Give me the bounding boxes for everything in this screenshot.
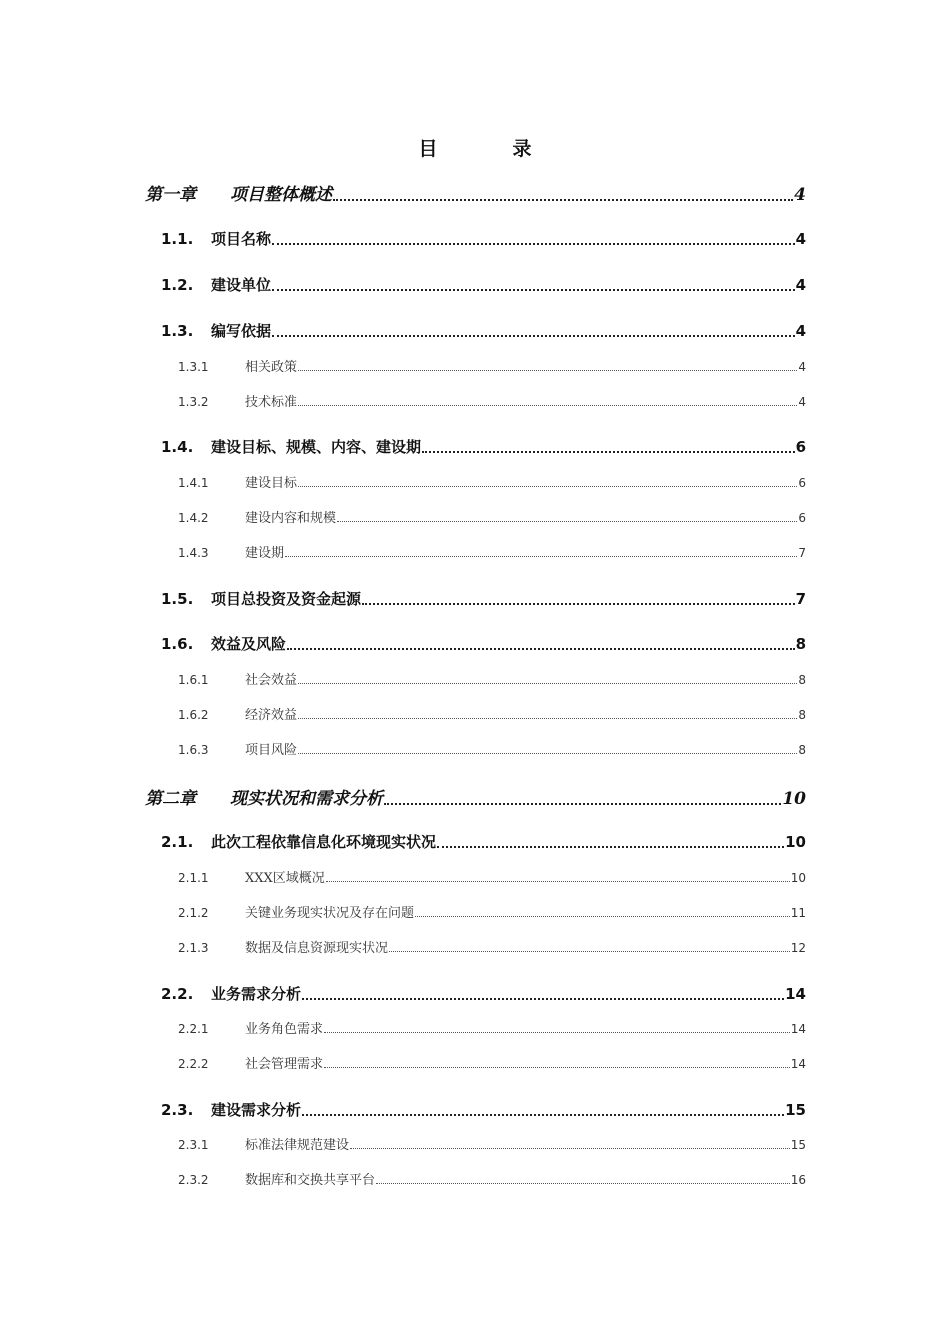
- toc-entry-number: 1.6.2: [178, 708, 209, 722]
- toc-entry[interactable]: [178, 391, 806, 410]
- toc-entry[interactable]: [161, 436, 806, 457]
- toc-entry-text: 业务角色需求: [245, 1022, 324, 1037]
- toc-dot-leader: [298, 718, 797, 719]
- toc-dot-leader: [302, 1114, 784, 1116]
- toc-dot-leader: [384, 803, 781, 805]
- toc-entry-number: 2.3.2: [178, 1173, 209, 1187]
- toc-entry-text: 社会效益: [245, 673, 298, 688]
- toc-dot-leader: [272, 335, 795, 337]
- toc-entry-text: 项目风险: [245, 743, 298, 758]
- toc-dot-leader: [285, 556, 797, 557]
- toc-entry-text: 编写依据: [211, 322, 272, 340]
- toc-entry[interactable]: [178, 472, 806, 491]
- toc-entry[interactable]: [161, 1099, 806, 1120]
- toc-entry-text: 项目总投资及资金起源: [211, 590, 362, 608]
- toc-dot-leader: [298, 486, 797, 487]
- toc-entry-number: 1.3.2: [178, 395, 209, 409]
- toc-entry[interactable]: [161, 228, 806, 249]
- toc-entry-page: 15: [785, 1101, 806, 1119]
- toc-dot-leader: [376, 1183, 790, 1184]
- toc-entry[interactable]: [145, 784, 806, 809]
- toc-entry-page: 10: [782, 789, 806, 809]
- toc-dot-leader: [287, 648, 795, 650]
- toc-dot-leader: [437, 846, 784, 848]
- toc-dot-leader: [389, 951, 790, 952]
- toc-entry-number: 第二章: [145, 789, 196, 809]
- toc-entry-page: 14: [785, 985, 806, 1003]
- toc-entry-text: 效益及风险: [211, 635, 287, 653]
- toc-entry-page: 7: [798, 546, 806, 560]
- toc-entry-page: 8: [798, 673, 806, 687]
- toc-dot-leader: [298, 370, 797, 371]
- toc-entry-text: 建设期: [245, 546, 285, 561]
- toc-entry-page: 8: [798, 708, 806, 722]
- toc-dot-leader: [333, 199, 793, 201]
- toc-entry-number: 1.4.: [161, 438, 194, 456]
- toc-entry[interactable]: [161, 320, 806, 341]
- toc-entry-text: 经济效益: [245, 708, 298, 723]
- toc-entry-page: 7: [795, 590, 806, 608]
- toc-entry-page: 4: [795, 276, 806, 294]
- toc-dot-leader: [422, 451, 795, 453]
- toc-entry-page: 6: [795, 438, 806, 456]
- toc-entry-text: 建设目标: [245, 476, 298, 491]
- toc-dot-leader: [298, 683, 797, 684]
- toc-entry-number: 2.2.2: [178, 1057, 209, 1071]
- toc-entry-text: XXX区域概况: [245, 871, 325, 886]
- toc-dot-leader: [324, 1067, 790, 1068]
- toc-entry[interactable]: [161, 831, 806, 852]
- toc-entry-number: 2.3.1: [178, 1138, 209, 1152]
- toc-entry-number: 1.6.3: [178, 743, 209, 757]
- toc-entry-text: 建设内容和规模: [245, 511, 337, 526]
- toc-entry[interactable]: [178, 937, 806, 956]
- toc-dot-leader: [415, 916, 790, 917]
- toc-dot-leader: [302, 998, 784, 1000]
- toc-entry[interactable]: [178, 1018, 806, 1037]
- toc-entry-number: 1.4.2: [178, 511, 209, 525]
- toc-entry-page: 8: [795, 635, 806, 653]
- toc-entry-number: 第一章: [145, 185, 196, 205]
- toc-entry-text: 相关政策: [245, 360, 298, 375]
- toc-entry-page: 10: [790, 871, 806, 885]
- toc-entry-page: 11: [790, 906, 806, 920]
- toc-entry[interactable]: [161, 588, 806, 609]
- toc-entry-number: 2.1.1: [178, 871, 209, 885]
- toc-entry-text: 建设需求分析: [211, 1101, 302, 1119]
- toc-entry-text: 业务需求分析: [211, 985, 302, 1003]
- toc-entry[interactable]: [178, 669, 806, 688]
- toc-entry-page: 6: [798, 511, 806, 525]
- toc-entry[interactable]: [178, 542, 806, 561]
- toc-entry-number: 2.2.: [161, 985, 194, 1003]
- toc-entry-number: 1.3.: [161, 322, 194, 340]
- toc-dot-leader: [272, 289, 795, 291]
- toc-title: 目 录: [418, 138, 560, 160]
- toc-entry[interactable]: [178, 507, 806, 526]
- toc-entry[interactable]: [178, 356, 806, 375]
- toc-entry[interactable]: [178, 1134, 806, 1153]
- toc-entry-page: 12: [790, 941, 806, 955]
- toc-dot-leader: [350, 1148, 790, 1149]
- toc-entry-page: 4: [794, 185, 806, 205]
- toc-entry-page: 4: [795, 322, 806, 340]
- toc-entry[interactable]: [178, 1053, 806, 1072]
- toc-entry-text: 项目整体概述: [230, 185, 332, 205]
- toc-entry-number: 2.2.1: [178, 1022, 209, 1036]
- toc-entry-number: 1.4.3: [178, 546, 209, 560]
- toc-entry-number: 2.1.3: [178, 941, 209, 955]
- toc-entry-text: 数据库和交换共享平台: [245, 1173, 376, 1188]
- toc-entry-page: 4: [798, 360, 806, 374]
- toc-dot-leader: [298, 405, 797, 406]
- toc-entry-text: 数据及信息资源现实状况: [245, 941, 389, 956]
- toc-entry-text: 社会管理需求: [245, 1057, 324, 1072]
- toc-entry-text: 此次工程依靠信息化环境现实状况: [211, 833, 437, 851]
- toc-entry-page: 15: [790, 1138, 806, 1152]
- toc-entry-page: 16: [790, 1173, 806, 1187]
- toc-entry-text: 现实状况和需求分析: [230, 789, 383, 809]
- toc-entry-text: 建设目标、规模、内容、建设期: [211, 438, 422, 456]
- toc-dot-leader: [326, 881, 790, 882]
- toc-dot-leader: [337, 521, 797, 522]
- toc-entry-page: 14: [790, 1057, 806, 1071]
- toc-entry[interactable]: [161, 633, 806, 654]
- toc-entry[interactable]: [178, 739, 806, 758]
- toc-entry[interactable]: [161, 274, 806, 295]
- toc-entry[interactable]: [178, 902, 806, 921]
- toc-entry[interactable]: [145, 180, 806, 205]
- toc-entry-page: 6: [798, 476, 806, 490]
- toc-entry-page: 14: [790, 1022, 806, 1036]
- toc-entry-number: 2.3.: [161, 1101, 194, 1119]
- toc-entry-number: 1.3.1: [178, 360, 209, 374]
- toc-entry[interactable]: [178, 704, 806, 723]
- toc-entry-number: 2.1.2: [178, 906, 209, 920]
- toc-entry-page: 8: [798, 743, 806, 757]
- toc-entry-text: 项目名称: [211, 230, 272, 248]
- toc-entry[interactable]: [161, 983, 806, 1004]
- toc-entry-text: 建设单位: [211, 276, 272, 294]
- toc-entry-number: 1.6.: [161, 635, 194, 653]
- toc-dot-leader: [362, 603, 795, 605]
- toc-entry-text: 技术标准: [245, 395, 298, 410]
- toc-entry-number: 2.1.: [161, 833, 194, 851]
- toc-entry-text: 关键业务现实状况及存在问题: [245, 906, 415, 921]
- toc-entry-page: 4: [795, 230, 806, 248]
- toc-dot-leader: [298, 753, 797, 754]
- toc-entry[interactable]: [178, 867, 806, 886]
- toc-entry-number: 1.6.1: [178, 673, 209, 687]
- toc-entry-page: 10: [785, 833, 806, 851]
- toc-dot-leader: [324, 1032, 790, 1033]
- toc-entry-number: 1.2.: [161, 276, 194, 294]
- toc-entry-page: 4: [798, 395, 806, 409]
- toc-entry-text: 标准法律规范建设: [245, 1138, 350, 1153]
- toc-entry-number: 1.5.: [161, 590, 194, 608]
- toc-entry-number: 1.1.: [161, 230, 194, 248]
- toc-entry-number: 1.4.1: [178, 476, 209, 490]
- toc-dot-leader: [272, 243, 795, 245]
- toc-entry[interactable]: [178, 1169, 806, 1188]
